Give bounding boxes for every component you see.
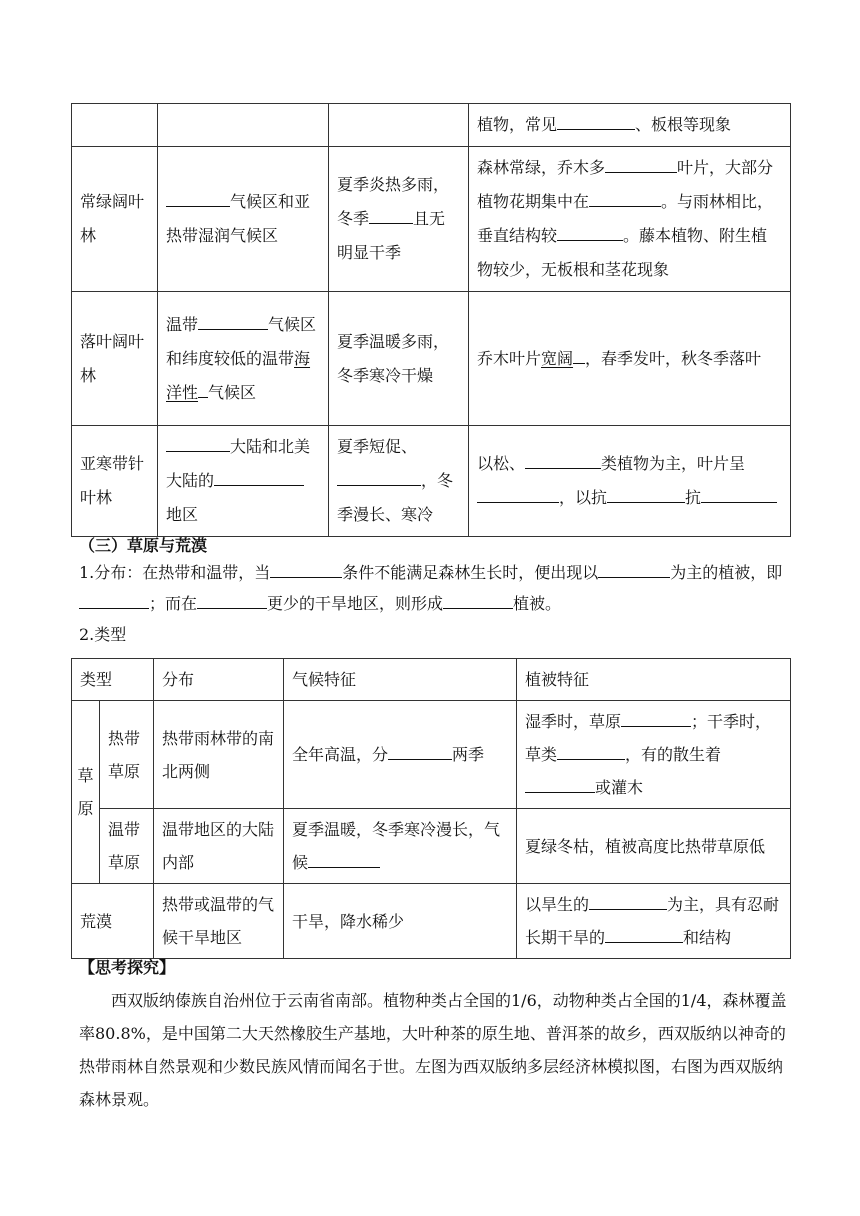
table-row (72, 659, 791, 701)
table-row (72, 426, 791, 537)
cell-features: 以旱生的 为主，具有忍耐长期干旱的 和结构 (517, 884, 791, 959)
cell-features: 湿季时，草原 ；干季时，草类 ，有的散生着或灌木 (517, 701, 791, 809)
cell-dist: 大陆和北美大陆的地区 (158, 426, 329, 537)
header-features: 植被特征 (517, 659, 791, 701)
grassland-desert-table (71, 658, 791, 959)
table-row (72, 884, 791, 959)
cell-climate: 夏季炎热多雨，冬季 且无明显干季 (329, 147, 469, 292)
table-row (72, 147, 791, 292)
cell-type: 荒漠 (72, 884, 154, 959)
table-row (72, 104, 791, 147)
cell-type: 常绿阔叶林 (72, 147, 158, 292)
cell-features: 以松、 类植物为主，叶片呈，以抗 抗 (469, 426, 791, 537)
cell-climate: 夏季温暖，冬季寒冷漫长，气候 (284, 809, 517, 884)
think-title: 【思考探究】 (79, 958, 176, 977)
header-dist: 分布 (154, 659, 284, 701)
cell-dist: 气候区和亚热带湿润气候区 (158, 147, 329, 292)
header-type: 类型 (72, 659, 154, 701)
cell-climate: 夏季短促、，冬季漫长、寒冷 (329, 426, 469, 537)
cell-features: 植物，常见 、板根等现象 (469, 104, 791, 147)
cell-climate: 全年高温，分 两季 (284, 701, 517, 809)
header-climate: 气候特征 (284, 659, 517, 701)
cell-dist: 温带地区的大陆内部 (154, 809, 284, 884)
forest-types-table (71, 103, 791, 537)
paragraph-distribution: 1.分布：在热带和温带，当 条件不能满足森林生长时，便出现以 为主的植被，即；而在 更少的干旱地区，则形成 植被。 (79, 557, 790, 619)
cell-features: 夏绿冬枯，植被高度比热带草原低 (517, 809, 791, 884)
cell-subtype: 热带草原 (100, 701, 154, 809)
paragraph-types: 2.类型 (79, 625, 127, 644)
section-title: （三）草原与荒漠 (79, 536, 208, 555)
cell-climate: 干旱，降水稀少 (284, 884, 517, 959)
cell-group: 草原 (72, 701, 100, 884)
cell-subtype: 温带草原 (100, 809, 154, 884)
cell-features: 森林常绿，乔木多 叶片，大部分植物花期集中在 。与雨林相比，垂直结构较 。藤本植物、附生植物较少，无板根和茎花现象 (469, 147, 791, 292)
table-row (72, 292, 791, 426)
think-paragraph: 西双版纳傣族自治州位于云南省南部。植物种类占全国的1/6，动物种类占全国的1/4，森林覆盖率80.8%，是中国第二大天然橡胶生产基地，大叶种茶的原生地、普洱茶的故乡，西双版纳以神奇的热带雨林自然景观和少数民族风情而闻名于世。左图为西双版纳多层经济林模拟图，右图为西双版纳森林景观。 (79, 991, 787, 1109)
cell-dist: 温带 气候区和纬度较低的温带海洋性 气候区 (158, 292, 329, 426)
cell-dist: 热带或温带的气候干旱地区 (154, 884, 284, 959)
cell-dist: 热带雨林带的南北两侧 (154, 701, 284, 809)
cell-climate: 夏季温暖多雨，冬季寒冷干燥 (329, 292, 469, 426)
cell-features: 乔木叶片宽阔 ，春季发叶，秋冬季落叶 (469, 292, 791, 426)
cell-type: 落叶阔叶林 (72, 292, 158, 426)
table-row (72, 809, 791, 884)
table-row (72, 701, 791, 809)
cell-type: 亚寒带针叶林 (72, 426, 158, 537)
